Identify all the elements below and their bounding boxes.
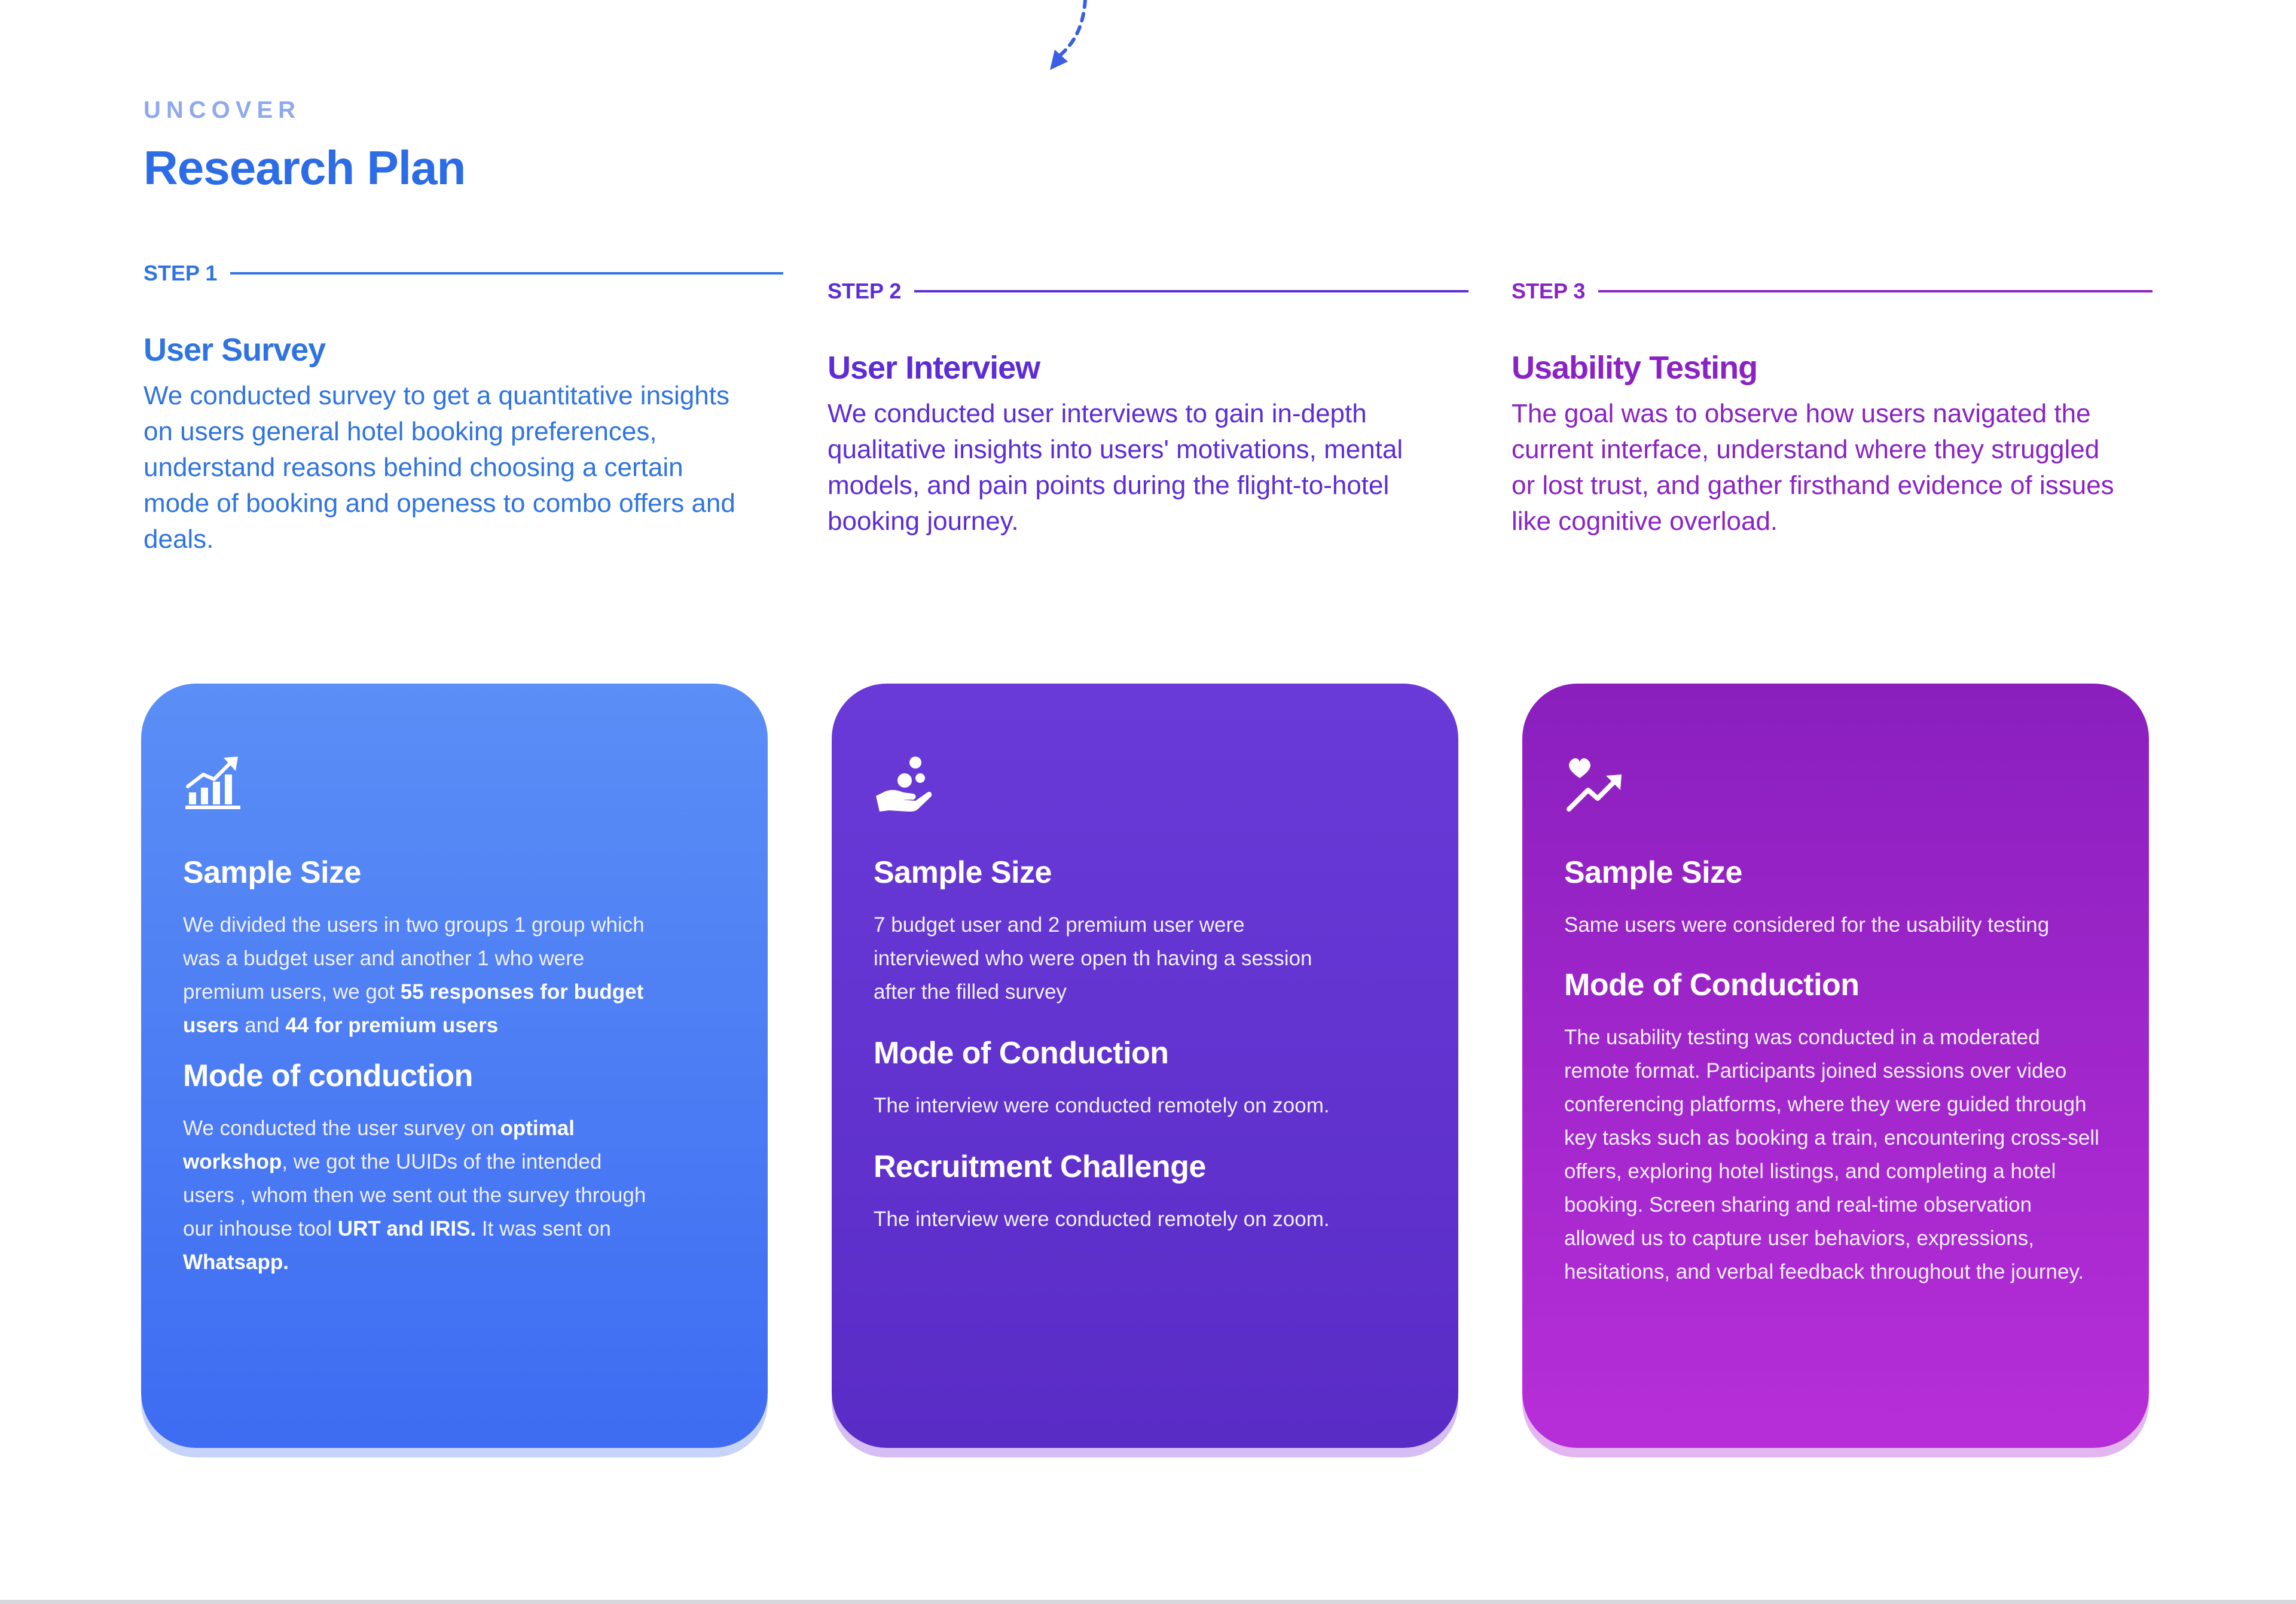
card-user-interview	[832, 684, 1458, 1448]
card-user-survey	[141, 684, 768, 1448]
mode-of-conduction-text: We conducted the user survey on optimal workshop, we got the UUIDs of the intended users , whom then we sent out the survey through our inhouse tool URT and IRIS. It was sent on Whatsapp.	[183, 1117, 646, 1274]
step-label: STEP 1	[144, 261, 218, 285]
mode-of-conduction-text: The usability testing was conducted in a moderated remote format. Participants joined sessions over video conferencing platforms, where they were guided through key tasks such as booking a train, encountering cross-sell offers, exploring hotel listings, and completing a hotel booking. Screen sharing and real-time observation allowed us to capture user behaviors, expressions, hesitations, and verbal feedback throughout the journey.	[1564, 1026, 2099, 1283]
step-header	[828, 276, 1468, 306]
bottom-divider	[0, 1600, 2296, 1604]
sample-size-text: Same users were considered for the usability testing	[1564, 913, 2050, 937]
step-description: The goal was to observe how users navigated the current interface, understand where they struggled or lost trust, and gather firsthand evidence of issues like cognitive overload.	[1512, 399, 2114, 536]
step-label: STEP 2	[828, 279, 902, 303]
step-divider	[230, 272, 783, 275]
hand-with-coins-icon	[874, 754, 933, 814]
step-header	[144, 258, 783, 288]
sample-size-text: We divided the users in two groups 1 group which was a budget user and another 1 who were premium users, we got 55 responses for budget users and 44 for premium users	[183, 913, 645, 1037]
mode-of-conduction-heading: Mode of Conduction	[1564, 968, 1860, 1002]
step-header	[1512, 276, 2152, 306]
step-title: User Survey	[144, 332, 326, 368]
step-user-survey	[144, 258, 783, 557]
sample-size-heading: Sample Size	[1564, 855, 1742, 890]
step-user-interview	[828, 276, 1468, 539]
dashed-arrow-icon	[1034, 0, 1100, 75]
sample-size-heading: Sample Size	[874, 855, 1052, 890]
recruitment-challenge-heading: Recruitment Challenge	[874, 1149, 1206, 1184]
step-title: Usability Testing	[1512, 350, 1758, 386]
step-description: We conducted user interviews to gain in-depth qualitative insights into users' motivations, mental models, and pain points during the flight-to-hotel booking journey.	[828, 399, 1403, 536]
section-eyebrow: UNCOVER	[144, 97, 301, 123]
step-label: STEP 3	[1512, 279, 1586, 303]
step-usability-testing	[1512, 276, 2152, 539]
heart-trend-up-icon	[1564, 754, 1624, 814]
step-title: User Interview	[828, 350, 1040, 386]
mode-of-conduction-heading: Mode of Conduction	[874, 1036, 1169, 1071]
card-usability-testing	[1522, 684, 2149, 1448]
page-title: Research Plan	[144, 141, 466, 194]
bar-chart-growth-icon	[183, 754, 243, 814]
step-divider	[1598, 290, 2152, 292]
mode-of-conduction-text: The interview were conducted remotely on zoom.	[874, 1094, 1330, 1117]
step-description: We conducted survey to get a quantitative insights on users general hotel booking preferences, understand reasons behind choosing a certain mode of booking and openess to combo offers and deals.	[144, 381, 735, 554]
sample-size-heading: Sample Size	[183, 855, 361, 890]
sample-size-text: 7 budget user and 2 premium user were interviewed who were open th having a session after the filled survey	[874, 913, 1312, 1004]
step-divider	[914, 290, 1468, 292]
mode-of-conduction-heading: Mode of conduction	[183, 1059, 473, 1093]
recruitment-challenge-text: The interview were conducted remotely on zoom.	[874, 1207, 1330, 1231]
